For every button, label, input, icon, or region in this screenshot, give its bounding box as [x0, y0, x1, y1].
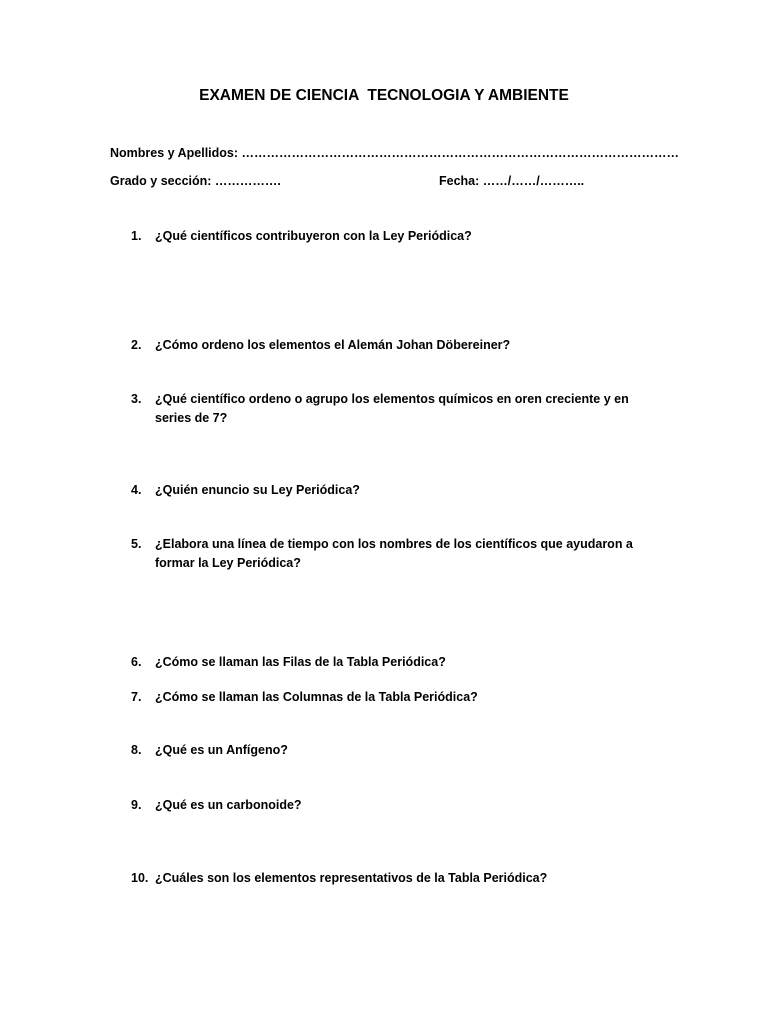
- question-10: [131, 869, 651, 888]
- question-number: 10.: [131, 871, 149, 885]
- question-3: [131, 390, 651, 428]
- date-field: Fecha: ……/……/………..: [439, 174, 585, 188]
- question-text: ¿Cómo ordeno los elementos el Alemán Johan Döbereiner?: [155, 338, 511, 352]
- question-text: ¿Qué científico ordeno o agrupo los elementos químicos en oren creciente y en series de 7?: [155, 392, 629, 425]
- exam-title: EXAMEN DE CIENCIA TECNOLOGIA Y AMBIENTE: [199, 87, 569, 104]
- question-number: 9.: [131, 798, 142, 812]
- question-text: ¿Qué científicos contribuyeron con la Ley Periódica?: [155, 229, 472, 243]
- question-text: ¿Elabora una línea de tiempo con los nombres de los científicos que ayudaron a formar la Ley Periódica?: [155, 537, 633, 570]
- question-text: ¿Cómo se llaman las Filas de la Tabla Periódica?: [155, 655, 446, 669]
- names-field: Nombres y Apellidos: ……………………………………………………………………………………………: [110, 146, 680, 160]
- question-number: 8.: [131, 743, 142, 757]
- question-4: [131, 481, 651, 500]
- question-number: 2.: [131, 338, 142, 352]
- question-text: ¿Qué es un carbonoide?: [155, 798, 302, 812]
- question-number: 6.: [131, 655, 142, 669]
- question-number: 3.: [131, 392, 142, 406]
- question-9: [131, 796, 651, 815]
- question-text: ¿Quién enuncio su Ley Periódica?: [155, 483, 360, 497]
- question-6: [131, 653, 651, 672]
- grade-field: Grado y sección: …………….: [110, 174, 281, 188]
- question-2: [131, 336, 651, 355]
- question-text: ¿Qué es un Anfígeno?: [155, 743, 288, 757]
- question-number: 5.: [131, 537, 142, 551]
- question-number: 7.: [131, 690, 142, 704]
- question-5: [131, 535, 651, 573]
- question-text: ¿Cómo se llaman las Columnas de la Tabla Periódica?: [155, 690, 478, 704]
- question-number: 1.: [131, 229, 142, 243]
- question-1: [131, 227, 651, 246]
- question-7: [131, 688, 651, 707]
- question-8: [131, 741, 651, 760]
- question-number: 4.: [131, 483, 142, 497]
- question-text: ¿Cuáles son los elementos representativos de la Tabla Periódica?: [155, 871, 548, 885]
